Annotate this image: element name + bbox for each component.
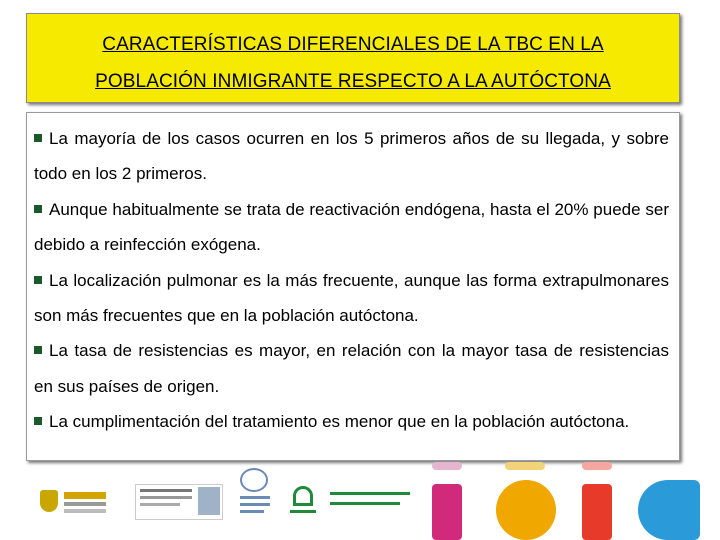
- decorative-letter-shape: [432, 462, 462, 470]
- bullet-text: La mayoría de los casos ocurren en los 5 primeros años de su llegada, y sobre todo en los 2 primeros.: [34, 129, 669, 184]
- junta-andalucia-logo: [290, 486, 316, 518]
- bullet-item: [34, 263, 669, 334]
- bullet-text: La localización pulmonar es la más frecuente, aunque las forma extrapulmonares son más frecuentes que en la población autóctona.: [34, 270, 669, 326]
- square-bullet-icon: [34, 205, 42, 213]
- bullet-text: La tasa de resistencias es mayor, en relación con la mayor tasa de resistencias en sus países de origen.: [34, 341, 669, 396]
- bullet-list-box: [26, 112, 680, 461]
- logo-footer: [0, 462, 720, 540]
- decorative-letter-shape: [582, 484, 612, 540]
- consejeria-salud-logo: [330, 490, 410, 512]
- square-bullet-icon: [34, 417, 42, 425]
- bullet-text: Aunque habitualmente se trata de reactivación endógena, hasta el 20% puede ser debido a reinfección exógena.: [34, 199, 669, 255]
- plan-calidad-logo: [135, 484, 223, 520]
- square-bullet-icon: [34, 134, 42, 142]
- decorative-letter-shape: [496, 480, 556, 540]
- instituto-carlos-iii-logo: [236, 468, 280, 530]
- decorative-letter-shape: [582, 462, 612, 470]
- bullet-item: [34, 121, 669, 192]
- title-line-2: POBLACIÓN INMIGRANTE RESPECTO A LA AUTÓCTONA: [95, 71, 611, 92]
- ministerio-sanidad-logo: [40, 486, 112, 518]
- bullet-item: [34, 333, 669, 404]
- title-banner: [26, 13, 680, 103]
- title-line-1: CARACTERÍSTICAS DIFERENCIALES DE LA TBC EN LA: [102, 34, 604, 55]
- bullet-item: [34, 404, 669, 439]
- decorative-letter-shape: [505, 462, 545, 470]
- bullet-item: [34, 192, 669, 263]
- square-bullet-icon: [34, 276, 42, 284]
- decorative-letter-shape: [638, 480, 700, 540]
- square-bullet-icon: [34, 346, 42, 354]
- bullet-text: La cumplimentación del tratamiento es menor que en la población autóctona.: [49, 412, 630, 432]
- decorative-letter-shape: [432, 484, 462, 540]
